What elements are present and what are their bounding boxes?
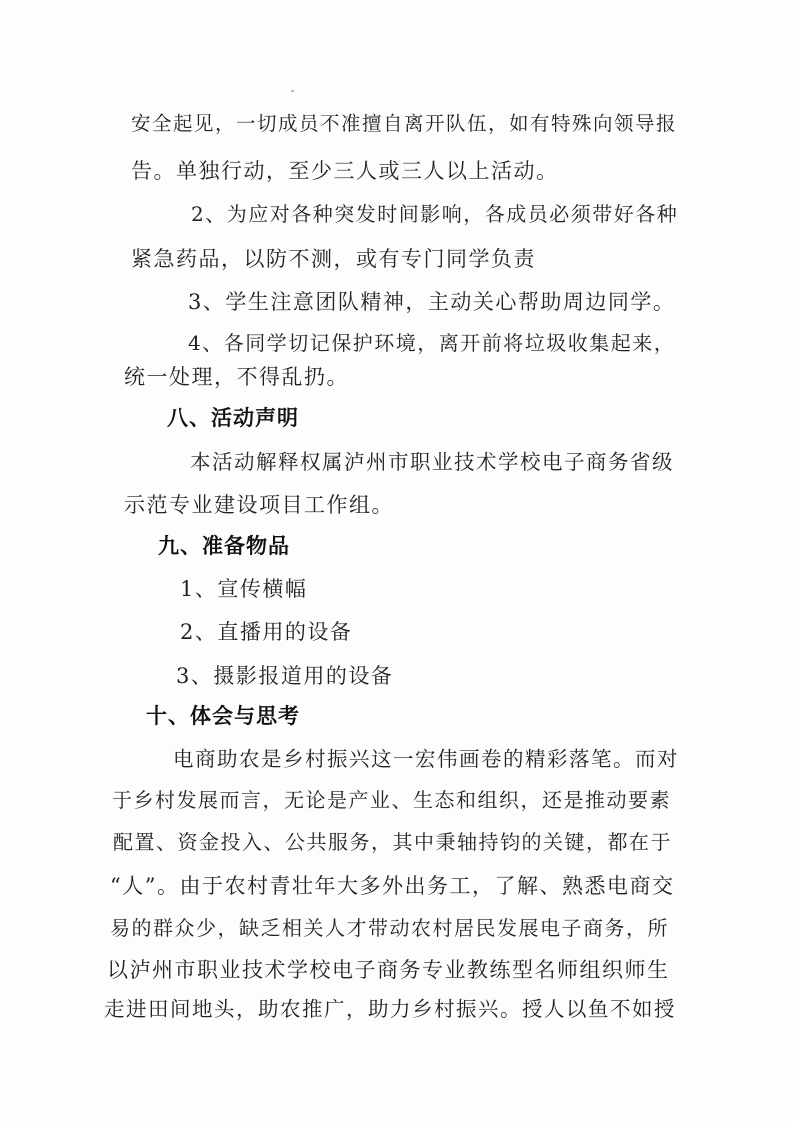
section-9-item-2: 2、直播用的设备 xyxy=(180,620,353,644)
safety-paragraph-line-1: 安全起见，一切成员不准擅自离开队伍，如有特殊向领导报 xyxy=(131,112,678,135)
section-8-title: 八、活动声明 xyxy=(167,406,299,430)
section-10-line-4: “人”。由于农村青壮年大多外出务工，了解、熟悉电商交 xyxy=(110,874,675,898)
section-9-item-1: 1、宣传横幅 xyxy=(180,577,308,601)
safety-item-4-line-2: 统一处理，不得乱扔。 xyxy=(124,365,349,389)
safety-item-3-line-1: 3、学生注意团队精神，主动关心帮助周边同学。 xyxy=(188,290,676,314)
section-10-line-6: 以泸州市职业技术学校电子商务专业教练型名师组织师生 xyxy=(107,958,670,982)
safety-item-2-line-2: 紧急药品，以防不测，或有专门同学负责 xyxy=(131,247,536,271)
section-10-line-2: 于乡村发展而言，无论是产业、生态和组织，还是推动要素 xyxy=(112,788,671,812)
safety-item-2-line-1: 2、为应对各种突发时间影响，各成员必须带好各种 xyxy=(191,202,679,226)
section-10-title: 十、体会与思考 xyxy=(146,704,300,728)
section-9-title: 九、准备物品 xyxy=(158,534,290,558)
section-10-line-3: 配置、资金投入、公共服务，其中秉轴持钧的关键，都在于 xyxy=(113,830,672,854)
scan-speck xyxy=(291,90,294,92)
section-10-line-1: 电商助农是乡村振兴这一宏伟画卷的精彩落笔。而对 xyxy=(173,747,679,771)
section-9-item-3: 3、摄影报道用的设备 xyxy=(176,664,394,688)
safety-item-4-line-1: 4、各同学切记保护环境，离开前将垃圾收集起来， xyxy=(188,331,676,355)
section-8-line-1: 本活动解释权属泸州市职业技术学校电子商务省级 xyxy=(190,450,674,474)
section-8-line-2: 示范专业建设项目工作组。 xyxy=(124,493,394,517)
section-10-line-5: 易的群众少，缺乏相关人才带动农村居民发展电子商务，所 xyxy=(110,916,669,940)
section-10-line-7: 走进田间地头，助农推广，助力乡村振兴。授人以鱼不如授 xyxy=(104,997,676,1021)
safety-paragraph-line-2: 告。单独行动，至少三人或三人以上活动。 xyxy=(131,159,559,183)
